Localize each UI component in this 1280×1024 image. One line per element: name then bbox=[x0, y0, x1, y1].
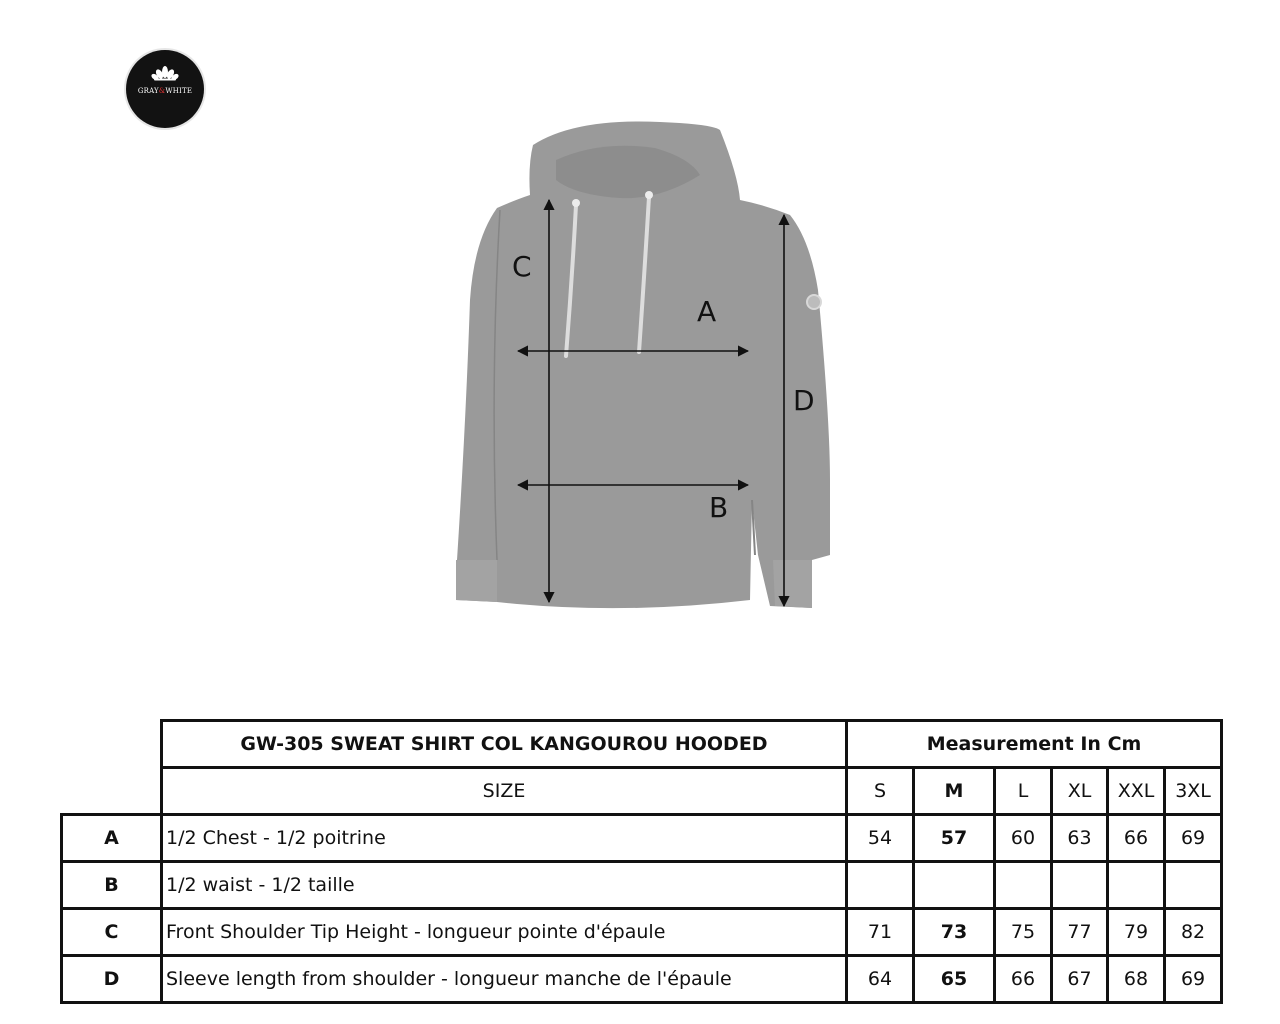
size-chart-table bbox=[60, 719, 1223, 1004]
size-header-xl: XL bbox=[1052, 768, 1108, 815]
dimension-label-d: D bbox=[793, 384, 815, 417]
dimension-label-c: C bbox=[512, 250, 532, 283]
cell-value: 79 bbox=[1108, 909, 1165, 956]
dimension-label-b: B bbox=[709, 491, 729, 524]
cell-value bbox=[1052, 862, 1108, 909]
sleeve-badge-icon bbox=[807, 295, 821, 309]
cell-value: 57 bbox=[914, 815, 995, 862]
cell-value: 73 bbox=[914, 909, 995, 956]
logo-wordmark: GRAY&WHITE bbox=[137, 87, 193, 95]
row-code: B bbox=[62, 862, 162, 909]
cell-value: 68 bbox=[1108, 956, 1165, 1003]
cell-value: 64 bbox=[847, 956, 914, 1003]
cell-value: 75 bbox=[995, 909, 1052, 956]
cell-value: 66 bbox=[1108, 815, 1165, 862]
row-code: C bbox=[62, 909, 162, 956]
size-header-xxl: XXL bbox=[1108, 768, 1165, 815]
cell-value: 63 bbox=[1052, 815, 1108, 862]
cell-value: 69 bbox=[1165, 815, 1222, 862]
cell-value: 60 bbox=[995, 815, 1052, 862]
row-label: 1/2 Chest - 1/2 poitrine bbox=[162, 815, 847, 862]
row-label: Sleeve length from shoulder - longueur manche de l'épaule bbox=[162, 956, 847, 1003]
row-code: D bbox=[62, 956, 162, 1003]
cell-value bbox=[1108, 862, 1165, 909]
table-row bbox=[62, 956, 1222, 1003]
dimension-label-a: A bbox=[697, 295, 717, 328]
measurement-header: Measurement In Cm bbox=[847, 721, 1222, 768]
row-label: 1/2 waist - 1/2 taille bbox=[162, 862, 847, 909]
table-title-row bbox=[62, 721, 1222, 768]
cell-value: 82 bbox=[1165, 909, 1222, 956]
size-header-m: M bbox=[914, 768, 995, 815]
cell-value: 65 bbox=[914, 956, 995, 1003]
table-row bbox=[62, 815, 1222, 862]
table-row bbox=[62, 909, 1222, 956]
size-header-row bbox=[62, 768, 1222, 815]
cell-value: 54 bbox=[847, 815, 914, 862]
row-code: A bbox=[62, 815, 162, 862]
cell-value bbox=[995, 862, 1052, 909]
size-header-3xl: 3XL bbox=[1165, 768, 1222, 815]
size-column-label: SIZE bbox=[162, 768, 847, 815]
row-label: Front Shoulder Tip Height - longueur pointe d'épaule bbox=[162, 909, 847, 956]
table-row bbox=[62, 862, 1222, 909]
cell-value: 67 bbox=[1052, 956, 1108, 1003]
cell-value bbox=[847, 862, 914, 909]
cell-value: 69 bbox=[1165, 956, 1222, 1003]
cell-value: 71 bbox=[847, 909, 914, 956]
size-header-l: L bbox=[995, 768, 1052, 815]
cell-value: 66 bbox=[995, 956, 1052, 1003]
product-title: GW-305 SWEAT SHIRT COL KANGOUROU HOODED bbox=[162, 721, 847, 768]
hoodie-illustration bbox=[456, 121, 830, 608]
size-header-s: S bbox=[847, 768, 914, 815]
cell-value bbox=[914, 862, 995, 909]
cell-value bbox=[1165, 862, 1222, 909]
cell-value: 77 bbox=[1052, 909, 1108, 956]
